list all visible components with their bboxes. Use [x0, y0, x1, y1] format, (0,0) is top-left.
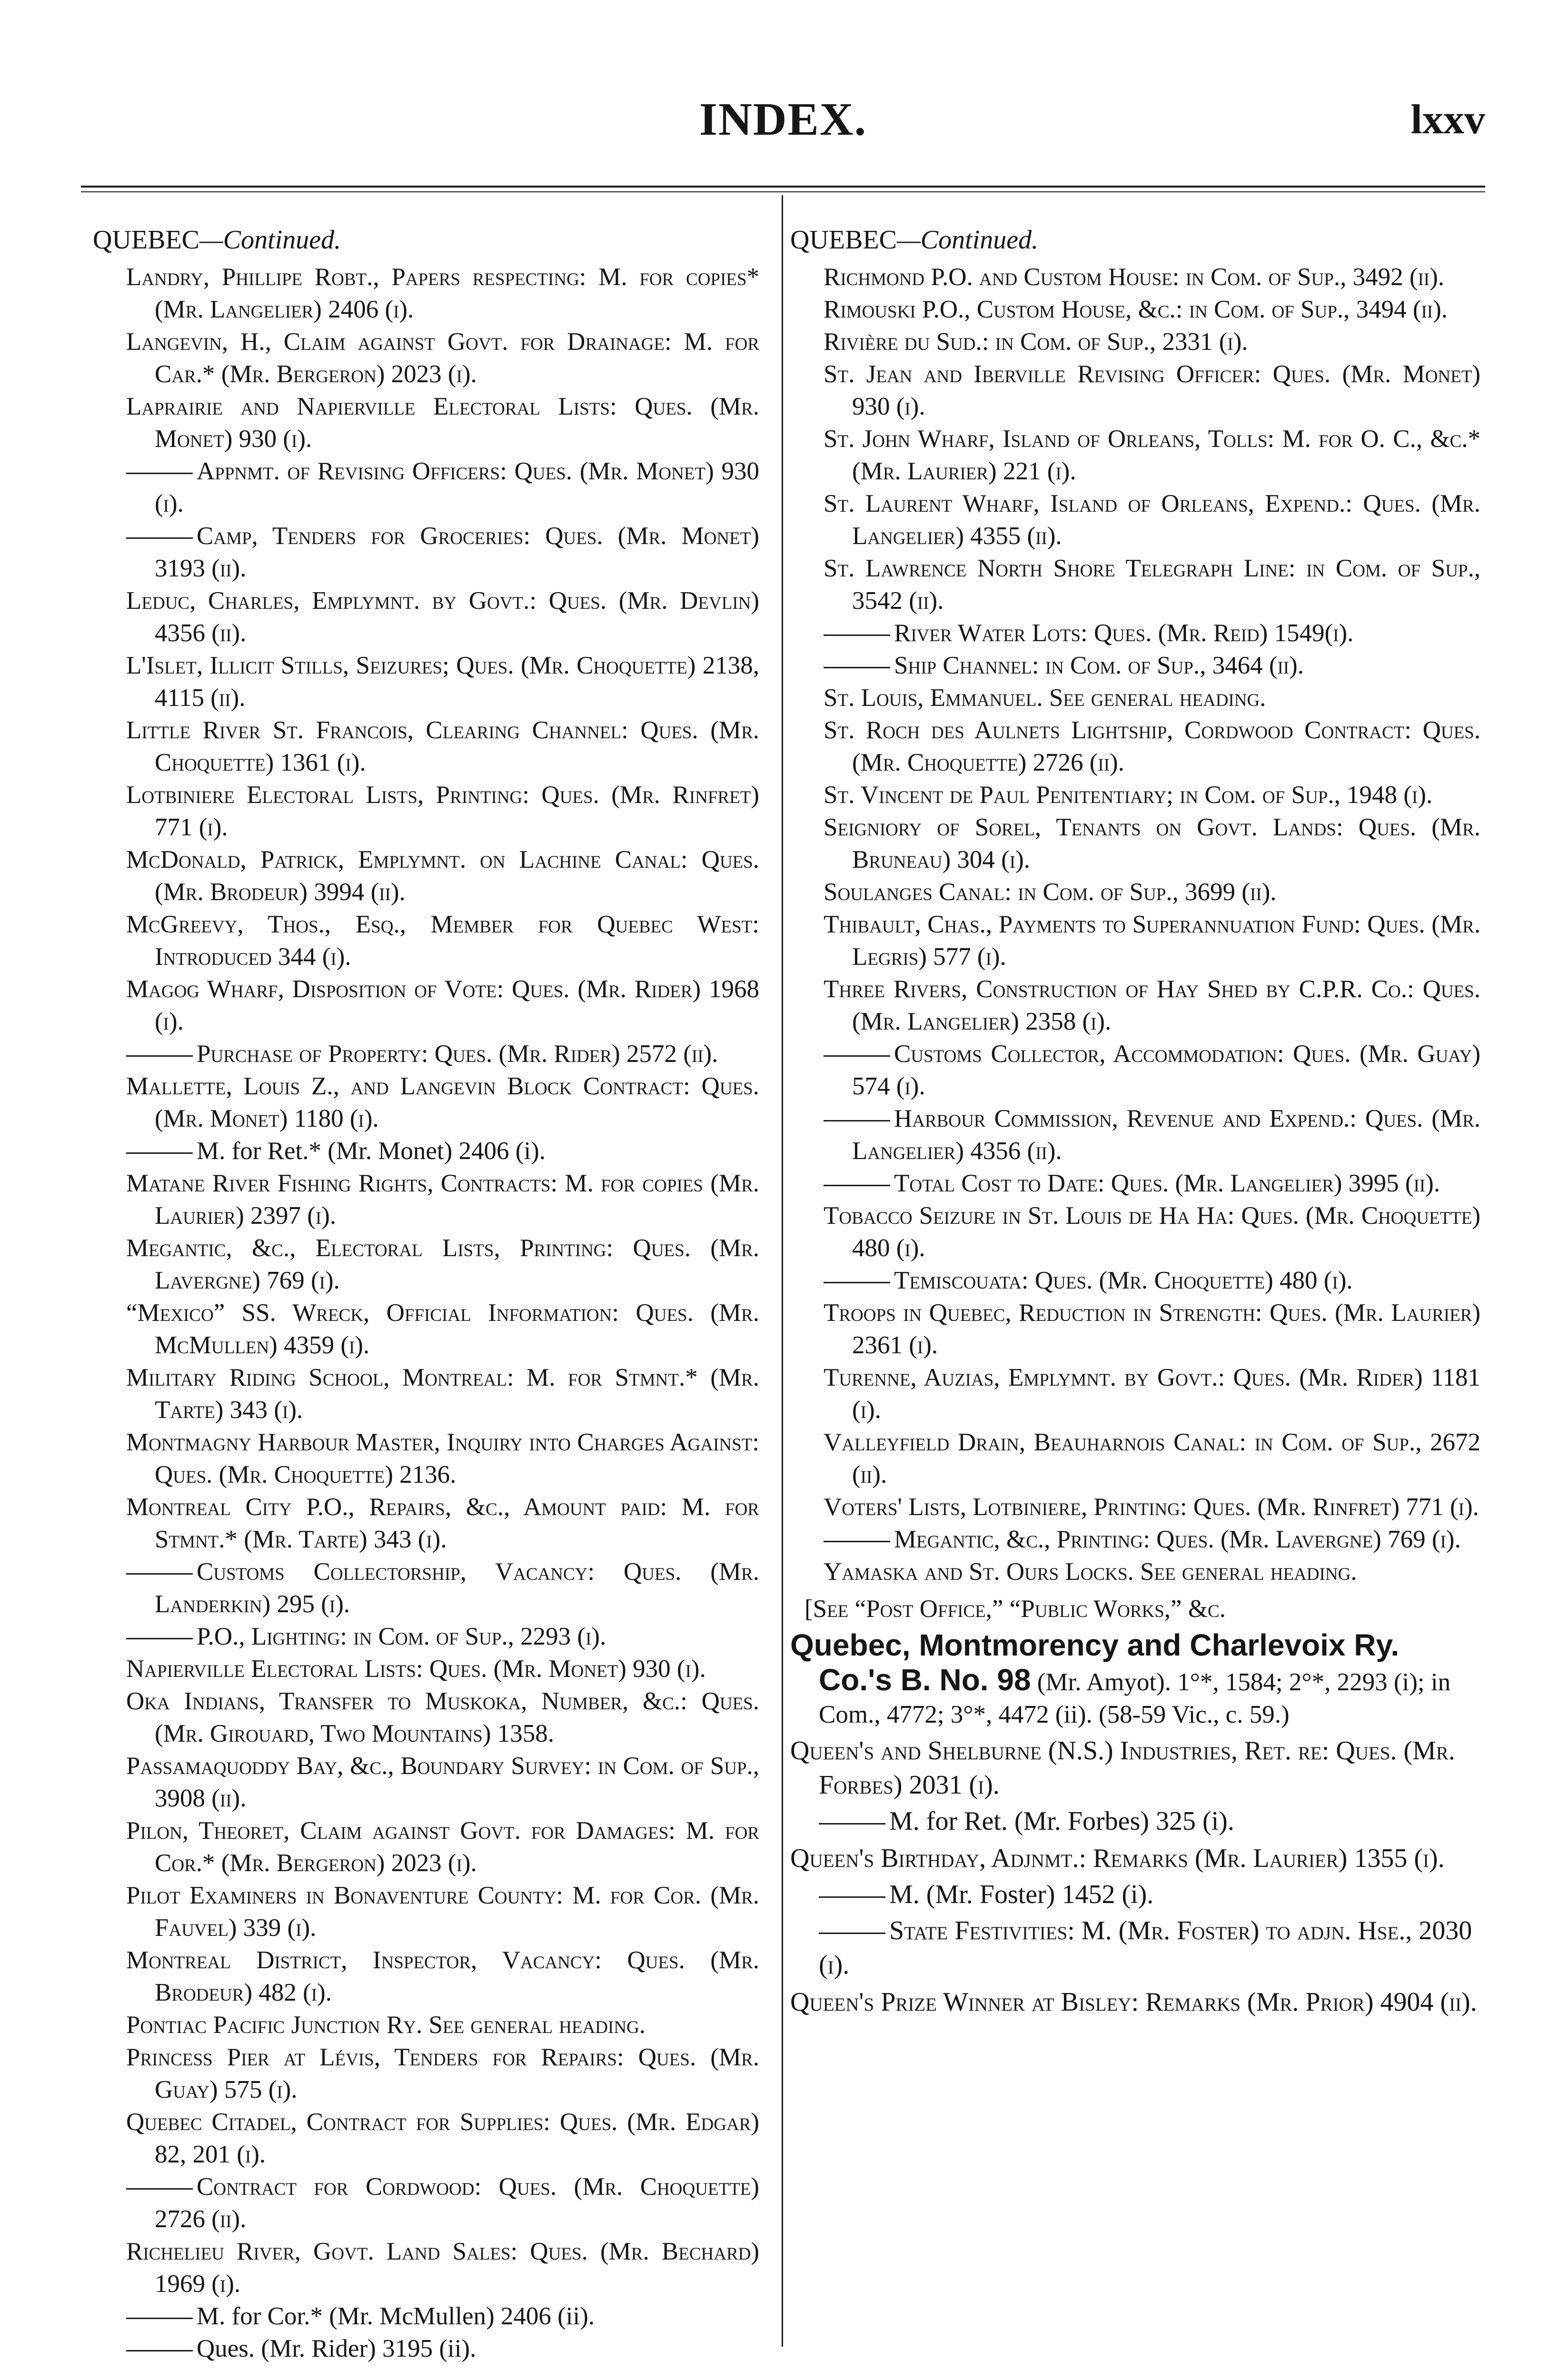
dash-rule	[819, 1896, 885, 1898]
index-entry: Rivière du Sud.: in Com. of Sup., 2331 (i).	[824, 328, 1248, 356]
index-subentry: River Water Lots: Ques. (Mr. Reid) 1549(i).	[790, 617, 1480, 649]
dash-rule	[819, 1933, 885, 1934]
index-subentry: Total Cost to Date: Ques. (Mr. Langelier) 3995 (ii).	[790, 1167, 1480, 1200]
index-entry: St. Louis, Emmanuel. See general heading.	[824, 684, 1266, 712]
column-divider	[782, 195, 783, 2347]
dash-rule	[126, 1573, 193, 1575]
page-title: INDEX.	[699, 94, 867, 145]
header-rule-thin	[81, 191, 1485, 192]
index-entry: Queen's Birthday, Adjnmt.: Remarks (Mr. Laurier) 1355 (i).	[790, 1844, 1445, 1873]
index-subentry: M. (Mr. Foster) 1452 (i).	[790, 1877, 1480, 1912]
index-entry: McDonald, Patrick, Emplymnt. on Lachine Canal: Ques. (Mr. Brodeur) 3994 (ii).	[126, 846, 759, 906]
index-entry: Rimouski P.O., Custom House, &c.: in Com. of Sup., 3494 (ii).	[824, 296, 1448, 323]
index-entry: Military Riding School, Montreal: M. for Stmnt.* (Mr. Tarte) 343 (i).	[126, 1364, 759, 1424]
index-entry: St. Vincent de Paul Penitentiary; in Com. of Sup., 1948 (i).	[824, 781, 1433, 809]
index-entry: Queen's and Shelburne (N.S.) Industries, Ret. re: Ques. (Mr. Forbes) 2031 (i).	[790, 1736, 1455, 1800]
index-subentry: Customs Collectorship, Vacancy: Ques. (Mr. Landerkin) 295 (i).	[93, 1556, 759, 1620]
index-entry: Megantic, &c., Electoral Lists, Printing: Ques. (Mr. Lavergne) 769 (i).	[126, 1234, 759, 1294]
dash-rule	[126, 1638, 193, 1639]
index-subentry: Ques. (Mr. Rider) 3195 (ii).	[93, 2332, 759, 2365]
index-subentry: M. for Ret.* (Mr. Monet) 2406 (i).	[93, 1135, 759, 1167]
index-entry: St. Lawrence North Shore Telegraph Line: in Com. of Sup., 3542 (ii).	[824, 555, 1480, 615]
index-entry: Pilon, Theoret, Claim against Govt. for Damages: M. for Cor.* (Mr. Bergeron) 2023 (i).	[126, 1817, 759, 1877]
bill-title: Quebec, Montmorency and Charlevoix Ry. Co.'s B. No. 98	[790, 1628, 1400, 1697]
dash-rule	[126, 1152, 193, 1154]
index-entry: Oka Indians, Transfer to Muskoka, Number, &c.: Ques. (Mr. Girouard, Two Mountains) 1358.	[126, 1687, 759, 1747]
index-entry: St. Laurent Wharf, Island of Orleans, Expend.: Ques. (Mr. Langelier) 4355 (ii).	[824, 490, 1480, 550]
index-entry: Tobacco Seizure in St. Louis de Ha Ha: Ques. (Mr. Choquette) 480 (i).	[824, 1202, 1480, 1262]
dash-rule	[824, 1185, 890, 1186]
index-subentry: P.O., Lighting: in Com. of Sup., 2293 (i).	[93, 1620, 759, 1653]
dash-rule	[824, 1120, 890, 1121]
index-entry: Laprairie and Napierville Electoral Lists: Ques. (Mr. Monet) 930 (i).	[126, 393, 759, 453]
index-entry: Mallette, Louis Z., and Langevin Block Contract: Ques. (Mr. Monet) 1180 (i).	[126, 1072, 759, 1132]
index-subentry: Ship Channel: in Com. of Sup., 3464 (ii).	[790, 649, 1480, 682]
index-entry: Richelieu River, Govt. Land Sales: Ques. (Mr. Bechard) 1969 (i).	[126, 2238, 759, 2298]
index-entry: McGreevy, Thos., Esq., Member for Quebec West: Introduced 344 (i).	[126, 911, 759, 971]
index-entry: Quebec Citadel, Contract for Supplies: Ques. (Mr. Edgar) 82, 201 (i).	[126, 2108, 759, 2168]
index-entry: Queen's Prize Winner at Bisley: Remarks (Mr. Prior) 4904 (ii).	[790, 1987, 1477, 2017]
index-entry: Matane River Fishing Rights, Contracts: M. for copies (Mr. Laurier) 2397 (i).	[126, 1170, 759, 1230]
index-subentry: M. for Cor.* (Mr. McMullen) 2406 (ii).	[93, 2300, 759, 2332]
index-entry: Voters' Lists, Lotbiniere, Printing: Ques. (Mr. Rinfret) 771 (i).	[824, 1493, 1479, 1521]
index-subentry: Camp, Tenders for Groceries: Ques. (Mr. Monet) 3193 (ii).	[93, 520, 759, 585]
bill-entry: Quebec, Montmorency and Charlevoix Ry. Co.'s B. No. 98 (Mr. Amyot). 1°*, 1584; 2°*, 2293 (i); in Com., 4772; 3°*, 4472 (ii). (58-59 Vic., c. 59.)	[790, 1628, 1451, 1728]
index-entry: Three Rivers, Construction of Hay Shed by C.P.R. Co.: Ques. (Mr. Langelier) 2358 (i).	[824, 975, 1480, 1035]
right-column	[790, 224, 1480, 2019]
dash-rule	[126, 1055, 193, 1057]
index-entry: Turenne, Auzias, Emplymnt. by Govt.: Ques. (Mr. Rider) 1181 (i).	[824, 1364, 1480, 1424]
index-entry: Thibault, Chas., Payments to Superannuation Fund: Ques. (Mr. Legris) 577 (i).	[824, 911, 1480, 971]
column-heading: QUEBEC—Continued.	[790, 225, 1039, 255]
dash-rule	[824, 1055, 890, 1057]
index-entry: Yamaska and St. Ours Locks. See general heading.	[824, 1558, 1357, 1586]
index-entry: Lotbiniere Electoral Lists, Printing: Ques. (Mr. Rinfret) 771 (i).	[126, 781, 759, 841]
dash-rule	[126, 2318, 193, 2319]
index-entry: Richmond P.O. and Custom House: in Com. of Sup., 3492 (ii).	[824, 263, 1445, 291]
index-entry: Little River St. Francois, Clearing Channel: Ques. (Mr. Choquette) 1361 (i).	[126, 716, 759, 776]
index-entry: Soulanges Canal: in Com. of Sup., 3699 (ii).	[824, 878, 1277, 906]
index-subentry: M. for Ret. (Mr. Forbes) 325 (i).	[790, 1804, 1480, 1838]
index-entry: Princess Pier at Lévis, Tenders for Repairs: Ques. (Mr. Guay) 575 (i).	[126, 2043, 759, 2103]
index-subentry: Harbour Commission, Revenue and Expend.: Ques. (Mr. Langelier) 4356 (ii).	[790, 1102, 1480, 1167]
column-heading: QUEBEC—Continued.	[93, 225, 341, 255]
index-entry: Landry, Phillipe Robt., Papers respecting: M. for copies* (Mr. Langelier) 2406 (i).	[126, 263, 759, 323]
left-column	[93, 224, 759, 2365]
dash-rule	[824, 1282, 890, 1283]
dash-rule	[824, 635, 890, 636]
dash-rule	[126, 473, 193, 474]
index-entry: “Mexico” SS. Wreck, Official Information: Ques. (Mr. McMullen) 4359 (i).	[126, 1299, 759, 1359]
dash-rule	[824, 1541, 890, 1542]
index-entry: Magog Wharf, Disposition of Vote: Ques. (Mr. Rider) 1968 (i).	[126, 975, 759, 1035]
index-subentry: Purchase of Property: Ques. (Mr. Rider) 2572 (ii).	[93, 1038, 759, 1070]
index-subentry: State Festivities: M. (Mr. Foster) to adjn. Hse., 2030 (i).	[819, 1916, 1472, 1980]
header-rule	[81, 186, 1485, 188]
see-also-note: [See “Post Office,” “Public Works,” &c.	[804, 1595, 1226, 1623]
index-entry: Passamaquoddy Bay, &c., Boundary Survey: in Com. of Sup., 3908 (ii).	[126, 1752, 759, 1812]
index-entry: Troops in Quebec, Reduction in Strength: Ques. (Mr. Laurier) 2361 (i).	[824, 1299, 1480, 1359]
index-entry: Pontiac Pacific Junction Ry. See general heading.	[126, 2011, 646, 2039]
index-entry: Napierville Electoral Lists: Ques. (Mr. Monet) 930 (i).	[126, 1655, 706, 1683]
index-entry: L'Islet, Illicit Stills, Seizures; Ques. (Mr. Choquette) 2138, 4115 (ii).	[126, 652, 759, 712]
index-subentry: Temiscouata: Ques. (Mr. Choquette) 480 (i).	[790, 1264, 1480, 1297]
index-entry: Seigniory of Sorel, Tenants on Govt. Lands: Ques. (Mr. Bruneau) 304 (i).	[824, 813, 1480, 873]
index-entry: Valleyfield Drain, Beauharnois Canal: in Com. of Sup., 2672 (ii).	[824, 1428, 1480, 1488]
page-header	[81, 93, 1485, 164]
index-subentry: Contract for Cordwood: Ques. (Mr. Choquette) 2726 (ii).	[93, 2171, 759, 2235]
dash-rule	[824, 667, 890, 668]
index-entry: Montmagny Harbour Master, Inquiry into Charges Against: Ques. (Mr. Choquette) 2136.	[126, 1428, 759, 1488]
index-entry: St. John Wharf, Island of Orleans, Tolls: M. for O. C., &c.* (Mr. Laurier) 221 (i).	[824, 425, 1480, 485]
index-entry: Pilot Examiners in Bonaventure County: M. for Cor. (Mr. Fauvel) 339 (i).	[126, 1882, 759, 1942]
page-number: lxxv	[1410, 97, 1485, 143]
index-entry: Montreal City P.O., Repairs, &c., Amount paid: M. for Stmnt.* (Mr. Tarte) 343 (i).	[126, 1493, 759, 1553]
index-entry: St. Roch des Aulnets Lightship, Cordwood Contract: Ques. (Mr. Choquette) 2726 (ii).	[824, 716, 1480, 776]
dash-rule	[126, 2188, 193, 2190]
index-subentry: Megantic, &c., Printing: Ques. (Mr. Lavergne) 769 (i).	[790, 1523, 1480, 1556]
index-entry: St. Jean and Iberville Revising Officer: Ques. (Mr. Monet) 930 (i).	[824, 360, 1480, 420]
dash-rule	[126, 2350, 193, 2351]
index-entry: Montreal District, Inspector, Vacancy: Ques. (Mr. Brodeur) 482 (i).	[126, 1946, 759, 2006]
dash-rule	[126, 537, 193, 539]
index-subentry: Appnmt. of Revising Officers: Ques. (Mr. Monet) 930 (i).	[93, 455, 759, 520]
index-entry: Leduc, Charles, Emplymnt. by Govt.: Ques. (Mr. Devlin) 4356 (ii).	[126, 587, 759, 647]
index-subentry: Customs Collector, Accommodation: Ques. (Mr. Guay) 574 (i).	[790, 1038, 1480, 1102]
dash-rule	[819, 1823, 885, 1825]
index-entry: Langevin, H., Claim against Govt. for Drainage: M. for Car.* (Mr. Bergeron) 2023 (i).	[126, 328, 759, 388]
